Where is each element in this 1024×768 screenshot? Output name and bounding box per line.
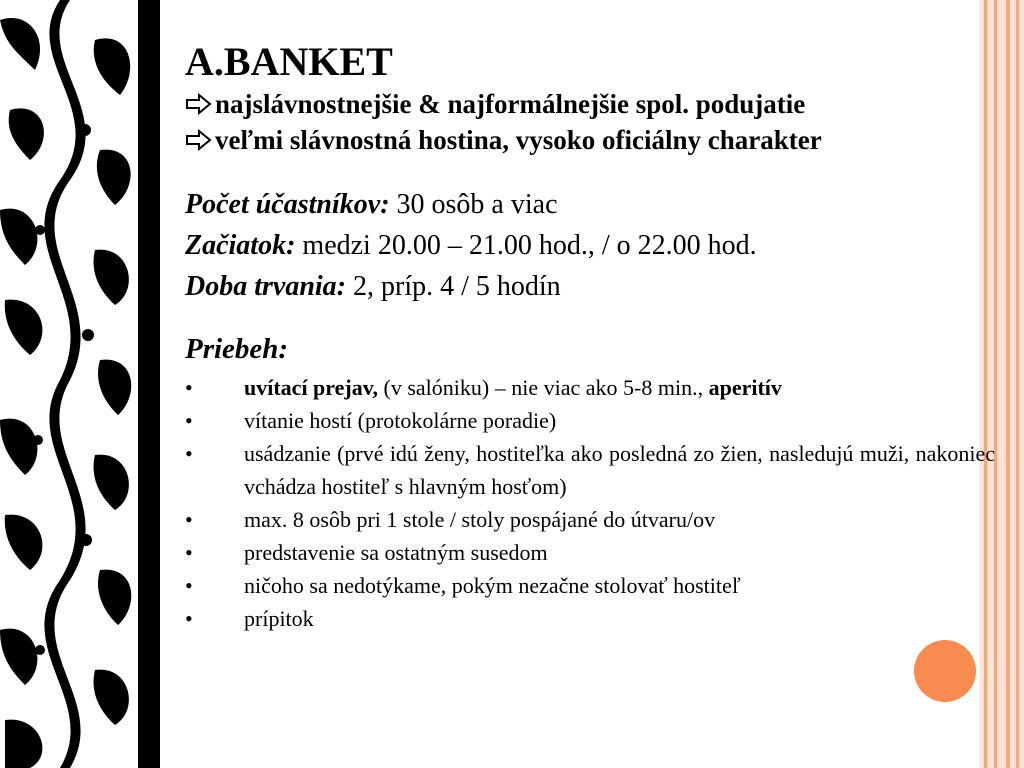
fact-value: medzi 20.00 – 21.00 hod., / o 22.00 hod. [295,230,757,261]
bullet: • [185,573,193,598]
subpoint-2-text: veľmi slávnostná hostina, vysoko oficiálny charakter [215,125,822,155]
slide-content [185,38,995,635]
fact-label: Počet účastníkov: [185,189,390,220]
facts-block [185,184,995,307]
stripe [1006,0,1010,768]
step-bold-text: uvítací prejav, [244,375,379,400]
list-item [185,371,995,404]
fact-value: 30 osôb a viac [389,189,558,220]
fact-value: 2, príp. 4 / 5 hodín [346,271,561,302]
fact-label: Doba trvania: [185,271,346,302]
subpoint-2 [185,122,995,158]
fact-duration [185,266,995,307]
fact-start [185,225,995,266]
list-item [185,404,995,437]
black-vertical-bar [138,0,160,768]
list-item [185,569,995,602]
step-text: predstavenie sa ostatným susedom [244,540,548,565]
outline-right-arrow-icon [185,93,213,115]
fact-participants [185,184,995,225]
fact-label: Začiatok: [185,230,296,261]
step-text: (v salóniku) – nie viac ako 5-8 min., [378,375,709,400]
stripe [1016,0,1019,768]
bullet: • [185,507,193,532]
step-text: max. 8 osôb pri 1 stole / stoly pospájané do útvaru/ov [244,507,716,532]
bullet: • [185,540,193,565]
bullet: • [185,441,193,466]
step-text: usádzanie (prvé idú ženy, hostiteľka ako posledná zo žien, nasledujú muži, nakoniec vchádza hostiteľ s hlavným hosťom) [244,441,995,499]
bullet: • [185,606,193,631]
step-text: prípitok [244,606,314,631]
list-item [185,437,995,503]
bullet: • [185,408,193,433]
list-item [185,536,995,569]
orange-circle-decoration [914,640,976,702]
subpoint-1-text: najslávnostnejšie & najformálnejšie spol. podujatie [215,89,806,119]
bullet: • [185,375,193,400]
list-item [185,503,995,536]
outline-right-arrow-icon [185,129,213,151]
priebeh-heading: Priebeh: [185,333,289,365]
step-text: vítanie hostí (protokolárne poradie) [244,408,557,433]
steps-list [185,371,995,635]
floral-ornament-icon [0,0,140,768]
slide-title: A.BANKET [185,39,393,84]
step-bold-text: aperitív [708,375,782,400]
step-text: ničoho sa nedotýkame, pokým nezačne stolovať hostiteľ [244,573,741,598]
list-item [185,602,995,635]
subpoint-1 [185,86,995,122]
floral-ornament-panel [0,0,140,768]
